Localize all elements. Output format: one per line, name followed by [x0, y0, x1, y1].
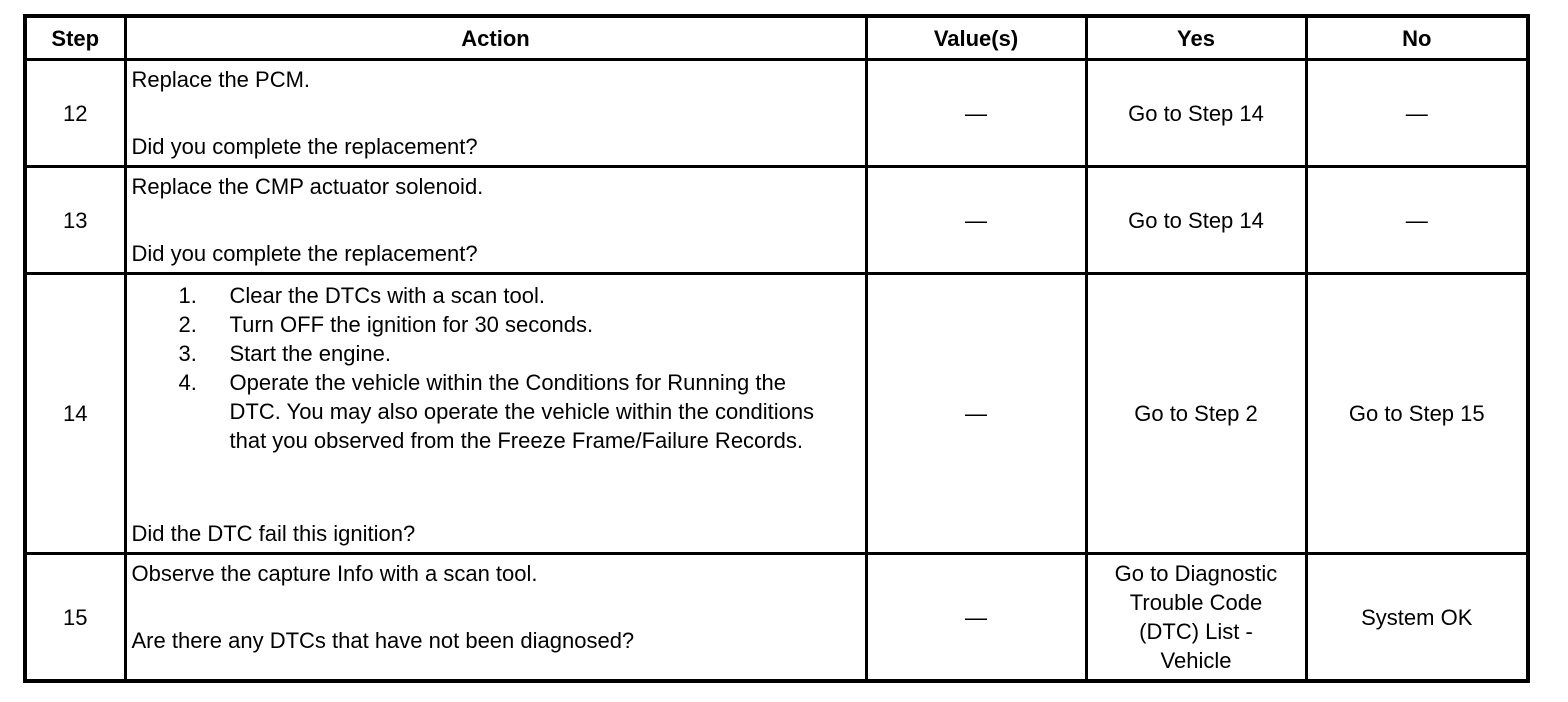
step-number: 14 [25, 274, 125, 554]
action-question: Are there any DTCs that have not been diagnosed? [131, 628, 635, 653]
list-item [127, 339, 827, 368]
action-question: Did the DTC fail this ignition? [131, 521, 416, 546]
no-cell: Go to Step 15 [1306, 274, 1528, 554]
diagnostic-table [23, 14, 1530, 683]
action-question: Did you complete the replacement? [131, 134, 478, 159]
yes-cell: Go to Step 2 [1086, 274, 1306, 554]
header-yes: Yes [1086, 16, 1306, 60]
header-row [25, 16, 1528, 60]
step-number: 13 [25, 167, 125, 274]
values-cell: — [866, 60, 1086, 167]
yes-line: Trouble Code [1129, 590, 1263, 615]
list-item-text: Start the engine. [229, 341, 391, 366]
action-cell [125, 274, 866, 554]
header-step: Step [25, 16, 125, 60]
list-item-text: Operate the vehicle within the Conditions for Running the DTC. You may also operate the vehicle within the conditions that you observed from the Freeze Frame/Failure Records. [229, 370, 815, 453]
list-item [127, 368, 827, 455]
procedure-list [127, 281, 827, 455]
header-values: Value(s) [866, 16, 1086, 60]
yes-line: (DTC) List - [1139, 619, 1253, 644]
list-item [127, 281, 827, 310]
values-cell: — [866, 554, 1086, 682]
yes-line: Vehicle [1160, 648, 1232, 673]
list-item-number: 4. [178, 370, 197, 395]
yes-cell [1086, 554, 1306, 682]
action-cell [125, 60, 866, 167]
yes-cell: Go to Step 14 [1086, 60, 1306, 167]
list-item-number: 1. [178, 283, 197, 308]
table-row [25, 167, 1528, 274]
action-text: Replace the CMP actuator solenoid. [131, 174, 484, 199]
action-text: Replace the PCM. [131, 67, 311, 92]
list-item-text: Turn OFF the ignition for 30 seconds. [229, 312, 594, 337]
list-item-text: Clear the DTCs with a scan tool. [229, 283, 545, 308]
no-cell: System OK [1306, 554, 1528, 682]
step-number: 12 [25, 60, 125, 167]
list-item-number: 3. [178, 341, 197, 366]
no-cell: — [1306, 60, 1528, 167]
list-item [127, 310, 827, 339]
action-cell [125, 554, 866, 682]
yes-cell: Go to Step 14 [1086, 167, 1306, 274]
header-action: Action [125, 16, 866, 60]
table-row [25, 60, 1528, 167]
table-row [25, 554, 1528, 682]
no-cell: — [1306, 167, 1528, 274]
values-cell: — [866, 274, 1086, 554]
header-no: No [1306, 16, 1528, 60]
step-number: 15 [25, 554, 125, 682]
action-question: Did you complete the replacement? [131, 241, 478, 266]
table-row [25, 274, 1528, 554]
list-item-number: 2. [178, 312, 197, 337]
values-cell: — [866, 167, 1086, 274]
action-cell [125, 167, 866, 274]
yes-line: Go to Diagnostic [1114, 561, 1278, 586]
action-text: Observe the capture Info with a scan tool. [131, 561, 538, 586]
